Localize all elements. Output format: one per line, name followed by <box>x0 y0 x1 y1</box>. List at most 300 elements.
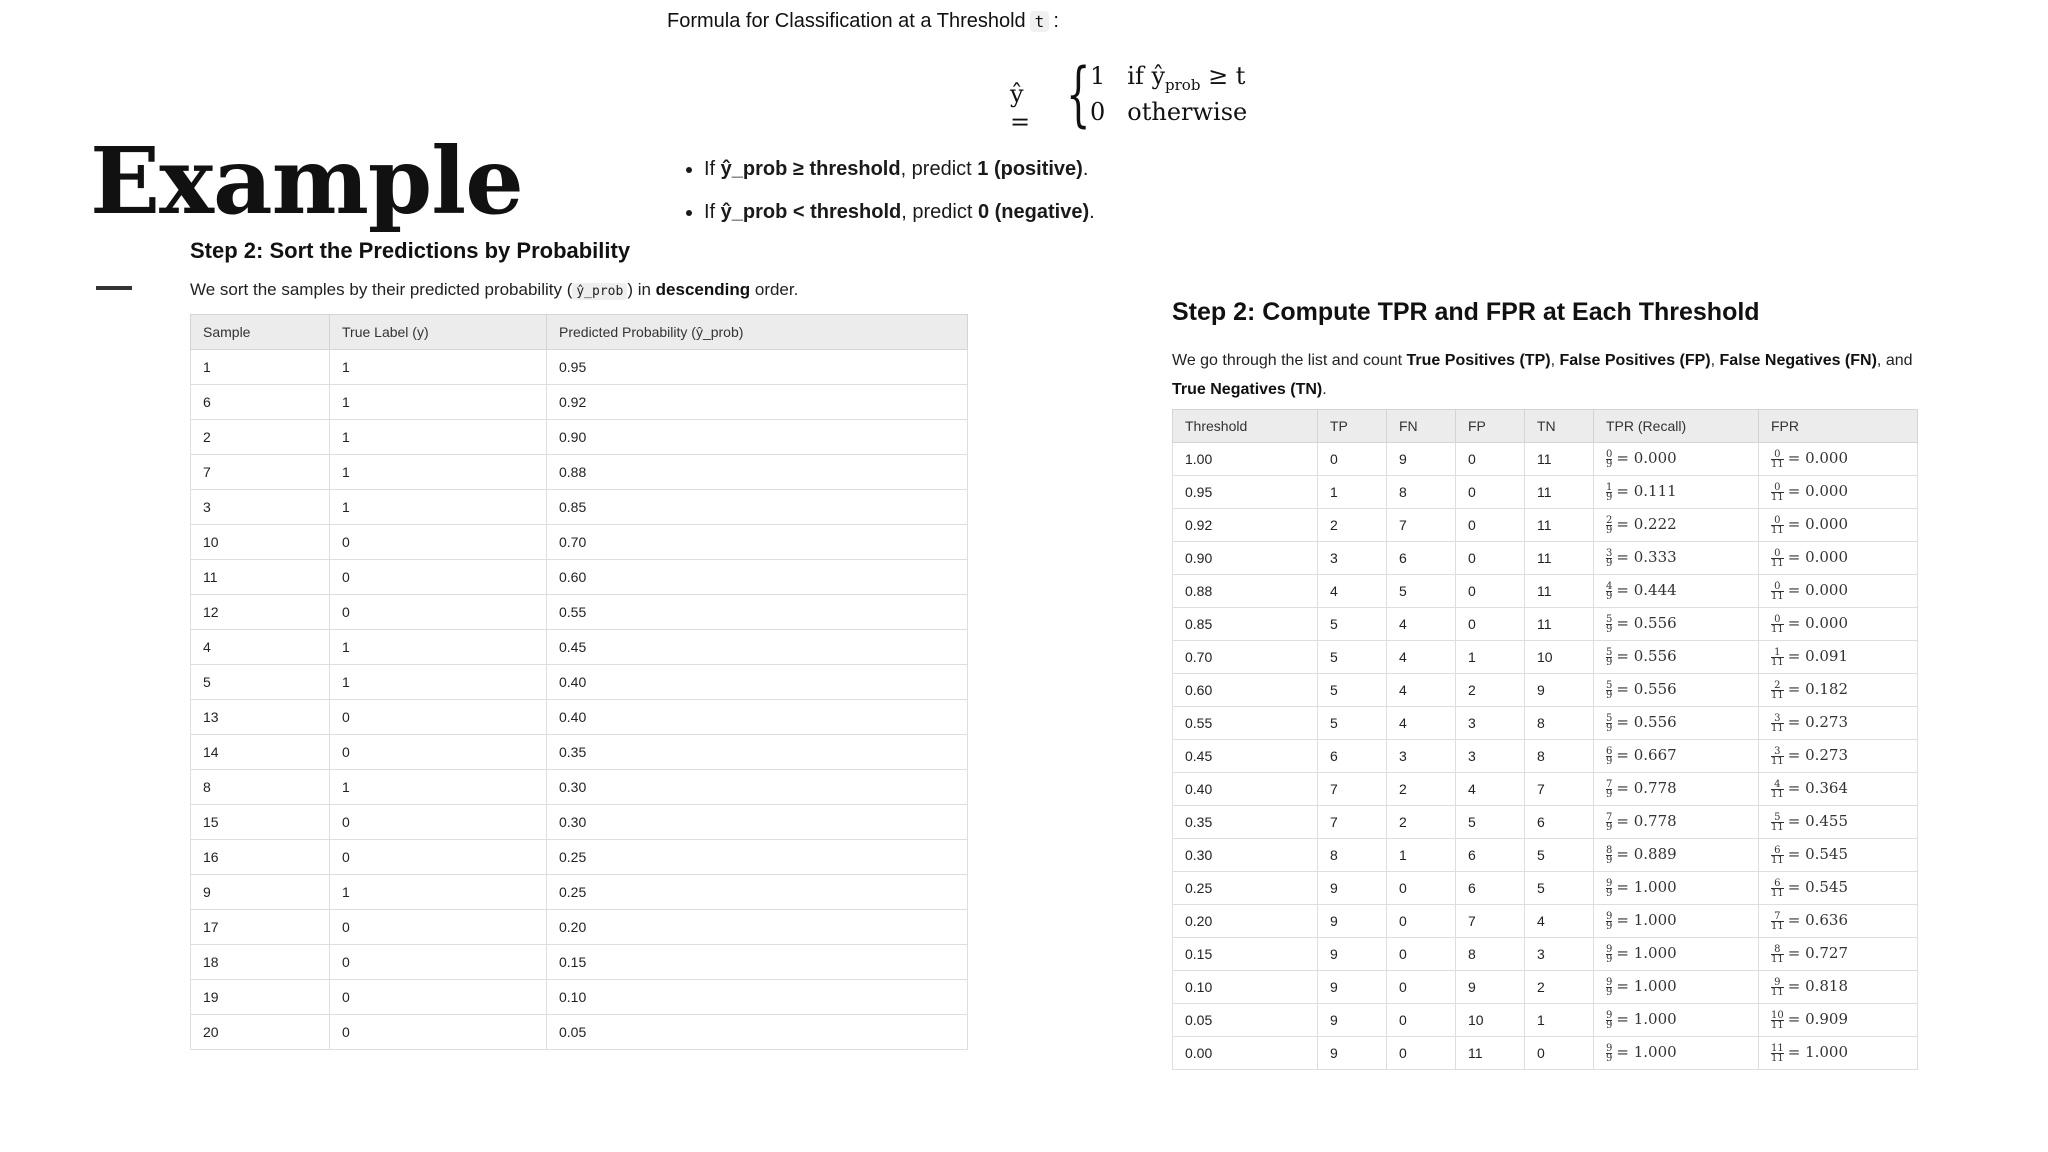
cell-tp: 9 <box>1318 938 1387 971</box>
threshold-rules-list <box>678 158 1095 244</box>
case1-value: 1 <box>1090 62 1106 90</box>
cell-th: 0.95 <box>1173 476 1318 509</box>
cell-tpr <box>1594 509 1759 542</box>
col-tp: TP <box>1318 410 1387 443</box>
case1-sub: prob <box>1165 75 1201 94</box>
tpr-denominator: 9 <box>1606 986 1613 998</box>
desc-bold: False Positives (FP) <box>1559 352 1711 369</box>
cell-fp: 0 <box>1456 542 1525 575</box>
cell-sample: 13 <box>191 700 330 735</box>
fpr-value: = 0.000 <box>1787 614 1849 633</box>
tpr-fraction <box>1606 945 1612 964</box>
fpr-denominator: 11 <box>1771 656 1784 668</box>
cell-tpr <box>1594 971 1759 1004</box>
tpr-value: = 0.556 <box>1616 680 1677 699</box>
tpr-value: = 1.000 <box>1616 1010 1677 1029</box>
col-true-label: True Label (y) <box>330 315 547 350</box>
cell-tpr <box>1594 1037 1759 1070</box>
desc-text: We go through the list and count <box>1172 352 1407 369</box>
cell-probability: 0.85 <box>547 490 968 525</box>
cell-fn: 0 <box>1387 971 1456 1004</box>
cell-fp: 1 <box>1456 641 1525 674</box>
cell-fp: 5 <box>1456 806 1525 839</box>
cell-true-label: 0 <box>330 910 547 945</box>
cell-fpr <box>1759 773 1918 806</box>
table-row <box>1173 509 1918 542</box>
tpr-fpr-body <box>1173 443 1918 1070</box>
desc-text: order. <box>750 280 799 299</box>
cell-tpr <box>1594 773 1759 806</box>
cell-fp: 0 <box>1456 608 1525 641</box>
tpr-numerator: 7 <box>1606 778 1613 790</box>
case2-cond: otherwise <box>1127 98 1248 126</box>
cell-fpr <box>1759 641 1918 674</box>
fpr-fraction <box>1771 879 1784 898</box>
cell-fpr <box>1759 509 1918 542</box>
tpr-numerator: 5 <box>1606 679 1613 691</box>
cell-tp: 1 <box>1318 476 1387 509</box>
tpr-fraction <box>1606 681 1612 700</box>
cell-sample: 6 <box>191 385 330 420</box>
case2-value: 0 <box>1090 98 1106 126</box>
formula-heading-text: Formula for Classification at a Threshold <box>667 10 1026 32</box>
tpr-fraction <box>1606 780 1612 799</box>
cell-probability: 0.25 <box>547 875 968 910</box>
table-row <box>1173 443 1918 476</box>
cell-sample: 12 <box>191 595 330 630</box>
table-row <box>1173 938 1918 971</box>
tpr-denominator: 9 <box>1606 788 1613 800</box>
cell-sample: 16 <box>191 840 330 875</box>
cell-fp: 0 <box>1456 443 1525 476</box>
table-row <box>1173 839 1918 872</box>
cell-fpr <box>1759 443 1918 476</box>
rule-mid: , predict <box>901 201 978 223</box>
cell-tpr <box>1594 839 1759 872</box>
tpr-fpr-table <box>1172 409 1918 1070</box>
cell-probability: 0.95 <box>547 350 968 385</box>
desc-text: , <box>1550 352 1560 369</box>
formula-heading-colon: : <box>1053 10 1059 32</box>
desc-text: . <box>1322 381 1327 398</box>
col-fpr: FPR <box>1759 410 1918 443</box>
fpr-value: = 0.545 <box>1787 845 1849 864</box>
fpr-denominator: 11 <box>1771 821 1784 833</box>
sorted-predictions-body <box>191 350 968 1050</box>
cell-probability: 0.40 <box>547 700 968 735</box>
col-tpr: TPR (Recall) <box>1594 410 1759 443</box>
cell-tpr <box>1594 641 1759 674</box>
tpr-denominator: 9 <box>1606 854 1613 866</box>
cell-fn: 4 <box>1387 707 1456 740</box>
table-row <box>191 525 968 560</box>
cell-fn: 4 <box>1387 641 1456 674</box>
cell-true-label: 0 <box>330 945 547 980</box>
cell-th: 0.35 <box>1173 806 1318 839</box>
tpr-fraction <box>1606 1011 1612 1030</box>
cell-fn: 2 <box>1387 773 1456 806</box>
table-header-row <box>191 315 968 350</box>
desc-text: ) in <box>627 280 656 299</box>
page-title: Example <box>90 127 523 235</box>
cell-fp: 10 <box>1456 1004 1525 1037</box>
cell-tpr <box>1594 740 1759 773</box>
tpr-fraction <box>1606 648 1612 667</box>
cell-fpr <box>1759 542 1918 575</box>
fpr-numerator: 5 <box>1771 813 1784 823</box>
cell-probability: 0.55 <box>547 595 968 630</box>
cell-th: 0.10 <box>1173 971 1318 1004</box>
tpr-numerator: 9 <box>1606 943 1613 955</box>
cell-probability: 0.10 <box>547 980 968 1015</box>
fpr-fraction <box>1771 582 1784 601</box>
tpr-fraction <box>1606 747 1612 766</box>
tpr-fraction <box>1606 912 1612 931</box>
cell-tpr <box>1594 1004 1759 1037</box>
cell-th: 0.85 <box>1173 608 1318 641</box>
fpr-numerator: 0 <box>1771 516 1784 526</box>
tpr-denominator: 9 <box>1606 887 1613 899</box>
cell-fp: 11 <box>1456 1037 1525 1070</box>
table-row <box>1173 542 1918 575</box>
fpr-fraction <box>1771 549 1784 568</box>
cell-true-label: 0 <box>330 560 547 595</box>
cell-th: 0.70 <box>1173 641 1318 674</box>
sorted-predictions-table <box>190 314 968 1050</box>
cell-fp: 0 <box>1456 575 1525 608</box>
tpr-value: = 0.556 <box>1616 647 1677 666</box>
cell-sample: 19 <box>191 980 330 1015</box>
cell-probability: 0.90 <box>547 420 968 455</box>
list-item <box>704 201 1095 224</box>
fpr-value: = 0.273 <box>1787 713 1849 732</box>
fpr-value: = 0.818 <box>1787 977 1849 996</box>
tpr-denominator: 9 <box>1606 590 1613 602</box>
cell-true-label: 0 <box>330 1015 547 1050</box>
cell-tp: 2 <box>1318 509 1387 542</box>
fpr-value: = 0.000 <box>1787 482 1849 501</box>
cell-true-label: 1 <box>330 490 547 525</box>
tpr-denominator: 9 <box>1606 524 1613 536</box>
cell-probability: 0.30 <box>547 770 968 805</box>
col-fn: FN <box>1387 410 1456 443</box>
sort-section-description <box>190 280 798 300</box>
cell-tpr <box>1594 938 1759 971</box>
tpr-value: = 0.111 <box>1616 482 1677 501</box>
cell-fp: 3 <box>1456 707 1525 740</box>
fpr-value: = 0.455 <box>1787 812 1849 831</box>
rule-pre: If <box>704 158 721 180</box>
tpr-denominator: 9 <box>1606 491 1613 503</box>
cell-fpr <box>1759 476 1918 509</box>
fpr-value: = 0.000 <box>1787 449 1849 468</box>
desc-text: We sort the samples by their predicted probability ( <box>190 280 573 299</box>
table-row <box>191 875 968 910</box>
cell-tp: 9 <box>1318 971 1387 1004</box>
tpr-fraction <box>1606 582 1612 601</box>
fpr-fraction <box>1771 1011 1784 1030</box>
cell-true-label: 0 <box>330 980 547 1015</box>
cell-tn: 6 <box>1525 806 1594 839</box>
fpr-value: = 0.000 <box>1787 515 1849 534</box>
cell-th: 0.60 <box>1173 674 1318 707</box>
table-row <box>191 420 968 455</box>
cell-sample: 17 <box>191 910 330 945</box>
cell-fp: 3 <box>1456 740 1525 773</box>
fpr-numerator: 1 <box>1771 648 1784 658</box>
cell-tn: 3 <box>1525 938 1594 971</box>
desc-text: , and <box>1876 352 1913 369</box>
table-row <box>191 735 968 770</box>
cell-th: 0.88 <box>1173 575 1318 608</box>
tpr-value: = 0.000 <box>1616 449 1677 468</box>
tpr-denominator: 9 <box>1606 755 1613 767</box>
tpr-value: = 1.000 <box>1616 1043 1677 1062</box>
cell-fp: 0 <box>1456 509 1525 542</box>
table-row <box>191 665 968 700</box>
tpr-denominator: 9 <box>1606 623 1613 635</box>
cell-tp: 5 <box>1318 707 1387 740</box>
fpr-value: = 0.909 <box>1787 1010 1849 1029</box>
cell-fn: 9 <box>1387 443 1456 476</box>
fpr-numerator: 8 <box>1771 945 1784 955</box>
cell-fp: 6 <box>1456 872 1525 905</box>
tpr-fraction <box>1606 846 1612 865</box>
cell-sample: 4 <box>191 630 330 665</box>
tpr-value: = 0.778 <box>1616 812 1677 831</box>
fpr-numerator: 0 <box>1771 483 1784 493</box>
tpr-denominator: 9 <box>1606 1019 1613 1031</box>
col-predicted-probability: Predicted Probability (ŷ_prob) <box>547 315 968 350</box>
cell-tp: 9 <box>1318 1037 1387 1070</box>
table-row <box>191 455 968 490</box>
cell-tpr <box>1594 707 1759 740</box>
cell-tpr <box>1594 542 1759 575</box>
cell-tp: 5 <box>1318 608 1387 641</box>
cell-th: 0.05 <box>1173 1004 1318 1037</box>
table-row <box>191 945 968 980</box>
formula-case-2 <box>1090 98 1247 126</box>
cell-tp: 7 <box>1318 806 1387 839</box>
cell-sample: 10 <box>191 525 330 560</box>
cell-sample: 11 <box>191 560 330 595</box>
cell-fpr <box>1759 938 1918 971</box>
cell-th: 0.25 <box>1173 872 1318 905</box>
cell-sample: 2 <box>191 420 330 455</box>
tpr-fraction <box>1606 516 1612 535</box>
rule-condition: ŷ_prob ≥ threshold <box>720 158 901 180</box>
table-row <box>1173 971 1918 1004</box>
table-row <box>1173 905 1918 938</box>
fpr-value: = 0.273 <box>1787 746 1849 765</box>
fpr-numerator: 3 <box>1771 714 1784 724</box>
fpr-denominator: 11 <box>1771 491 1784 503</box>
formula-heading <box>667 10 1059 33</box>
tpr-numerator: 0 <box>1606 448 1613 460</box>
cell-true-label: 1 <box>330 875 547 910</box>
cell-fp: 9 <box>1456 971 1525 1004</box>
cell-tn: 11 <box>1525 509 1594 542</box>
rule-pre: If <box>704 201 721 223</box>
fpr-denominator: 11 <box>1771 854 1784 866</box>
fpr-value: = 0.727 <box>1787 944 1849 963</box>
cell-fp: 2 <box>1456 674 1525 707</box>
cell-sample: 15 <box>191 805 330 840</box>
fpr-fraction <box>1771 846 1784 865</box>
tpr-value: = 0.222 <box>1616 515 1677 534</box>
cell-fp: 0 <box>1456 476 1525 509</box>
cell-fn: 2 <box>1387 806 1456 839</box>
cell-fn: 6 <box>1387 542 1456 575</box>
cell-probability: 0.25 <box>547 840 968 875</box>
table-row <box>191 1015 968 1050</box>
cell-sample: 8 <box>191 770 330 805</box>
cell-tn: 4 <box>1525 905 1594 938</box>
cell-sample: 1 <box>191 350 330 385</box>
cell-tn: 1 <box>1525 1004 1594 1037</box>
cell-fpr <box>1759 707 1918 740</box>
cell-th: 0.55 <box>1173 707 1318 740</box>
cell-true-label: 0 <box>330 700 547 735</box>
table-row <box>1173 641 1918 674</box>
cell-fn: 3 <box>1387 740 1456 773</box>
cell-fn: 7 <box>1387 509 1456 542</box>
table-row <box>1173 740 1918 773</box>
table-row <box>191 630 968 665</box>
cell-tp: 4 <box>1318 575 1387 608</box>
col-fp: FP <box>1456 410 1525 443</box>
tpr-fraction <box>1606 813 1612 832</box>
cell-th: 0.45 <box>1173 740 1318 773</box>
fpr-denominator: 11 <box>1771 788 1784 800</box>
cell-fpr <box>1759 575 1918 608</box>
cell-tp: 9 <box>1318 1004 1387 1037</box>
tpr-denominator: 9 <box>1606 656 1613 668</box>
table-row <box>191 490 968 525</box>
cell-tpr <box>1594 476 1759 509</box>
cell-fn: 5 <box>1387 575 1456 608</box>
cell-probability: 0.70 <box>547 525 968 560</box>
tpr-numerator: 5 <box>1606 613 1613 625</box>
cell-fp: 4 <box>1456 773 1525 806</box>
cell-tn: 5 <box>1525 872 1594 905</box>
tpr-value: = 0.556 <box>1616 614 1677 633</box>
table-row <box>1173 1004 1918 1037</box>
cell-probability: 0.92 <box>547 385 968 420</box>
fpr-numerator: 0 <box>1771 450 1784 460</box>
fpr-denominator: 11 <box>1771 623 1784 635</box>
tpr-numerator: 9 <box>1606 877 1613 889</box>
cell-sample: 7 <box>191 455 330 490</box>
formula-heading-var: t <box>1030 11 1050 32</box>
brace-icon: { <box>1066 53 1091 135</box>
cell-true-label: 1 <box>330 630 547 665</box>
cell-probability: 0.60 <box>547 560 968 595</box>
cell-tpr <box>1594 443 1759 476</box>
cell-fp: 6 <box>1456 839 1525 872</box>
cell-tn: 8 <box>1525 740 1594 773</box>
cell-tn: 11 <box>1525 608 1594 641</box>
tpr-value: = 1.000 <box>1616 878 1677 897</box>
fpr-value: = 0.000 <box>1787 548 1849 567</box>
tpr-fraction <box>1606 1044 1612 1063</box>
cell-sample: 3 <box>191 490 330 525</box>
tpr-denominator: 9 <box>1606 920 1613 932</box>
cell-tpr <box>1594 872 1759 905</box>
cell-true-label: 1 <box>330 350 547 385</box>
table-row <box>1173 872 1918 905</box>
fpr-numerator: 10 <box>1771 1009 1784 1021</box>
cell-th: 0.40 <box>1173 773 1318 806</box>
tpr-numerator: 1 <box>1606 481 1613 493</box>
cell-fn: 0 <box>1387 938 1456 971</box>
tpr-numerator: 5 <box>1606 712 1613 724</box>
cell-tn: 8 <box>1525 707 1594 740</box>
cell-fpr <box>1759 905 1918 938</box>
cell-tn: 2 <box>1525 971 1594 1004</box>
fpr-fraction <box>1771 780 1784 799</box>
tpr-fraction <box>1606 450 1612 469</box>
rule-mid: , predict <box>900 158 978 180</box>
cell-fpr <box>1759 674 1918 707</box>
tpr-denominator: 9 <box>1606 1052 1613 1064</box>
cell-fpr <box>1759 971 1918 1004</box>
col-tn: TN <box>1525 410 1594 443</box>
table-row <box>191 595 968 630</box>
col-threshold: Threshold <box>1173 410 1318 443</box>
cell-tpr <box>1594 608 1759 641</box>
fpr-denominator: 11 <box>1771 1019 1784 1031</box>
rule-result: 0 (negative) <box>977 201 1090 223</box>
case1-rel: ≥ t <box>1200 62 1246 90</box>
fpr-fraction <box>1771 681 1784 700</box>
cell-fn: 0 <box>1387 905 1456 938</box>
fpr-fraction <box>1771 450 1784 469</box>
cell-fn: 4 <box>1387 608 1456 641</box>
cell-th: 0.00 <box>1173 1037 1318 1070</box>
table-row <box>1173 806 1918 839</box>
cell-true-label: 0 <box>330 525 547 560</box>
cell-fpr <box>1759 839 1918 872</box>
tpr-value: = 0.444 <box>1616 581 1677 600</box>
tpr-value: = 0.556 <box>1616 713 1677 732</box>
cell-fpr <box>1759 608 1918 641</box>
cell-true-label: 1 <box>330 665 547 700</box>
fpr-numerator: 9 <box>1771 978 1784 988</box>
table-row <box>1173 575 1918 608</box>
table-row <box>191 700 968 735</box>
tpr-numerator: 3 <box>1606 547 1613 559</box>
cell-tn: 5 <box>1525 839 1594 872</box>
fpr-denominator: 11 <box>1771 755 1784 767</box>
fpr-value: = 1.000 <box>1787 1043 1849 1062</box>
cell-true-label: 1 <box>330 770 547 805</box>
cell-probability: 0.05 <box>547 1015 968 1050</box>
fpr-fraction <box>1771 945 1784 964</box>
fpr-denominator: 11 <box>1771 557 1784 569</box>
cell-tn: 7 <box>1525 773 1594 806</box>
tpr-denominator: 9 <box>1606 458 1613 470</box>
fpr-numerator: 2 <box>1771 681 1784 691</box>
tpr-fraction <box>1606 879 1612 898</box>
cell-fp: 8 <box>1456 938 1525 971</box>
tpr-fraction <box>1606 978 1612 997</box>
table-header-row <box>1173 410 1918 443</box>
rule-post: . <box>1089 201 1095 223</box>
tpr-value: = 1.000 <box>1616 911 1677 930</box>
cell-fn: 4 <box>1387 674 1456 707</box>
rule-post: . <box>1082 158 1089 180</box>
